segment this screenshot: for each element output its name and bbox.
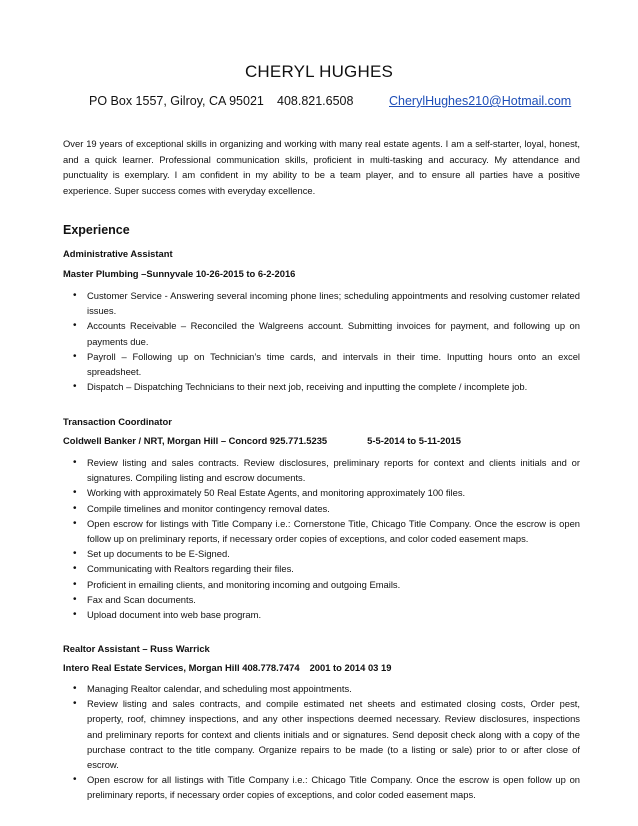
list-item: • Review listing and sales contracts. Review disclosures, preliminary reports for context and clients initials and or signatures. Compiling listing and escrow documents. [63,455,580,485]
job-title: Transaction Coordinator [63,416,172,427]
phone-number: 408.821.6508 [277,94,354,108]
company-name: Coldwell Banker / NRT, Morgan Hill – Concord 925.771.5235 [63,435,328,446]
job-title: Realtor Assistant – Russ Warrick [63,643,210,654]
list-item: • Upload document into web base program. [63,607,580,622]
job-duties-list [63,288,580,394]
list-item: • Customer Service - Answering several incoming phone lines; scheduling appointments and resolving customer related issues. [63,288,580,318]
job-dates: 2001 to 2014 03 19 [309,662,392,673]
job-company [63,662,391,673]
applicant-name: CHERYL HUGHES [244,62,394,81]
job-duties-list [63,455,580,622]
list-item: • Open escrow for all listings with Title Company i.e.: Chicago Title Company. Once the escrow is open follow up on preliminary reports, if necessary order copies of exceptions, and color coded easement maps. [63,772,580,802]
company-name: Intero Real Estate Services, Morgan Hill 408.778.7474 [63,662,300,673]
list-item: • Working with approximately 50 Real Estate Agents, and monitoring approximately 100 files. [63,485,580,500]
email-link[interactable]: CherylHughes210@Hotmail.com [389,94,572,108]
summary-paragraph: Over 19 years of exceptional skills in organizing and working with many real estate agents. I am a self-starter, loyal, honest, and a quick learner. Professional communication skills, proficient in multi-tasking and accuracy. My attendance and punctuality is exemplary. I am confident in my ability to be a team player, and to ensure all parties have a positive experience. Super success comes with everyday excellence. [63,138,580,196]
job-company [63,435,461,446]
job-dates: 5-5-2014 to 5-11-2015 [367,435,461,446]
address: PO Box 1557, Gilroy, CA 95021 [89,94,264,108]
list-item: • Communicating with Realtors regarding their files. [63,561,580,576]
job-duties-list [63,681,580,803]
list-item: • Compile timelines and monitor contingency removal dates. [63,501,580,516]
job-company: Master Plumbing –Sunnyvale 10-26-2015 to 6-2-2016 [63,268,296,279]
list-item: • Review listing and sales contracts, and compile estimated net sheets and estimated closing costs, Order pest, property, roof, chimney inspections, and any other inspections deemed necessary. Review disclosures, inspections and preliminary reports for context and clients initials and or signatures. Send deposit check along with a copy of the purchase contract to the title company. Organize repairs to be made (to a listing or sale) prior to or after close of escrow. [63,696,580,772]
experience-heading: Experience [63,223,130,237]
job-title: Administrative Assistant [63,248,173,259]
list-item: • Payroll – Following up on Technician’s time cards, and intervals in their time. Inputting hours onto an excel spreadsheet. [63,349,580,379]
list-item: • Dispatch – Dispatching Technicians to their next job, receiving and inputting the complete / incomplete job. [63,379,580,394]
list-item: • Set up documents to be E-Signed. [63,546,580,561]
list-item: • Proficient in emailing clients, and monitoring incoming and outgoing Emails. [63,577,580,592]
list-item: • Fax and Scan documents. [63,592,580,607]
list-item: • Open escrow for listings with Title Company i.e.: Cornerstone Title, Chicago Title Company. Once the escrow is open follow up on preliminary reports, if necessary order copies of exceptions, and color coded easement maps. [63,516,580,546]
list-item: • Accounts Receivable – Reconciled the Walgreens account. Submitting invoices for payment, and following up on payments due. [63,318,580,348]
list-item: • Managing Realtor calendar, and scheduling most appointments. [63,681,580,696]
